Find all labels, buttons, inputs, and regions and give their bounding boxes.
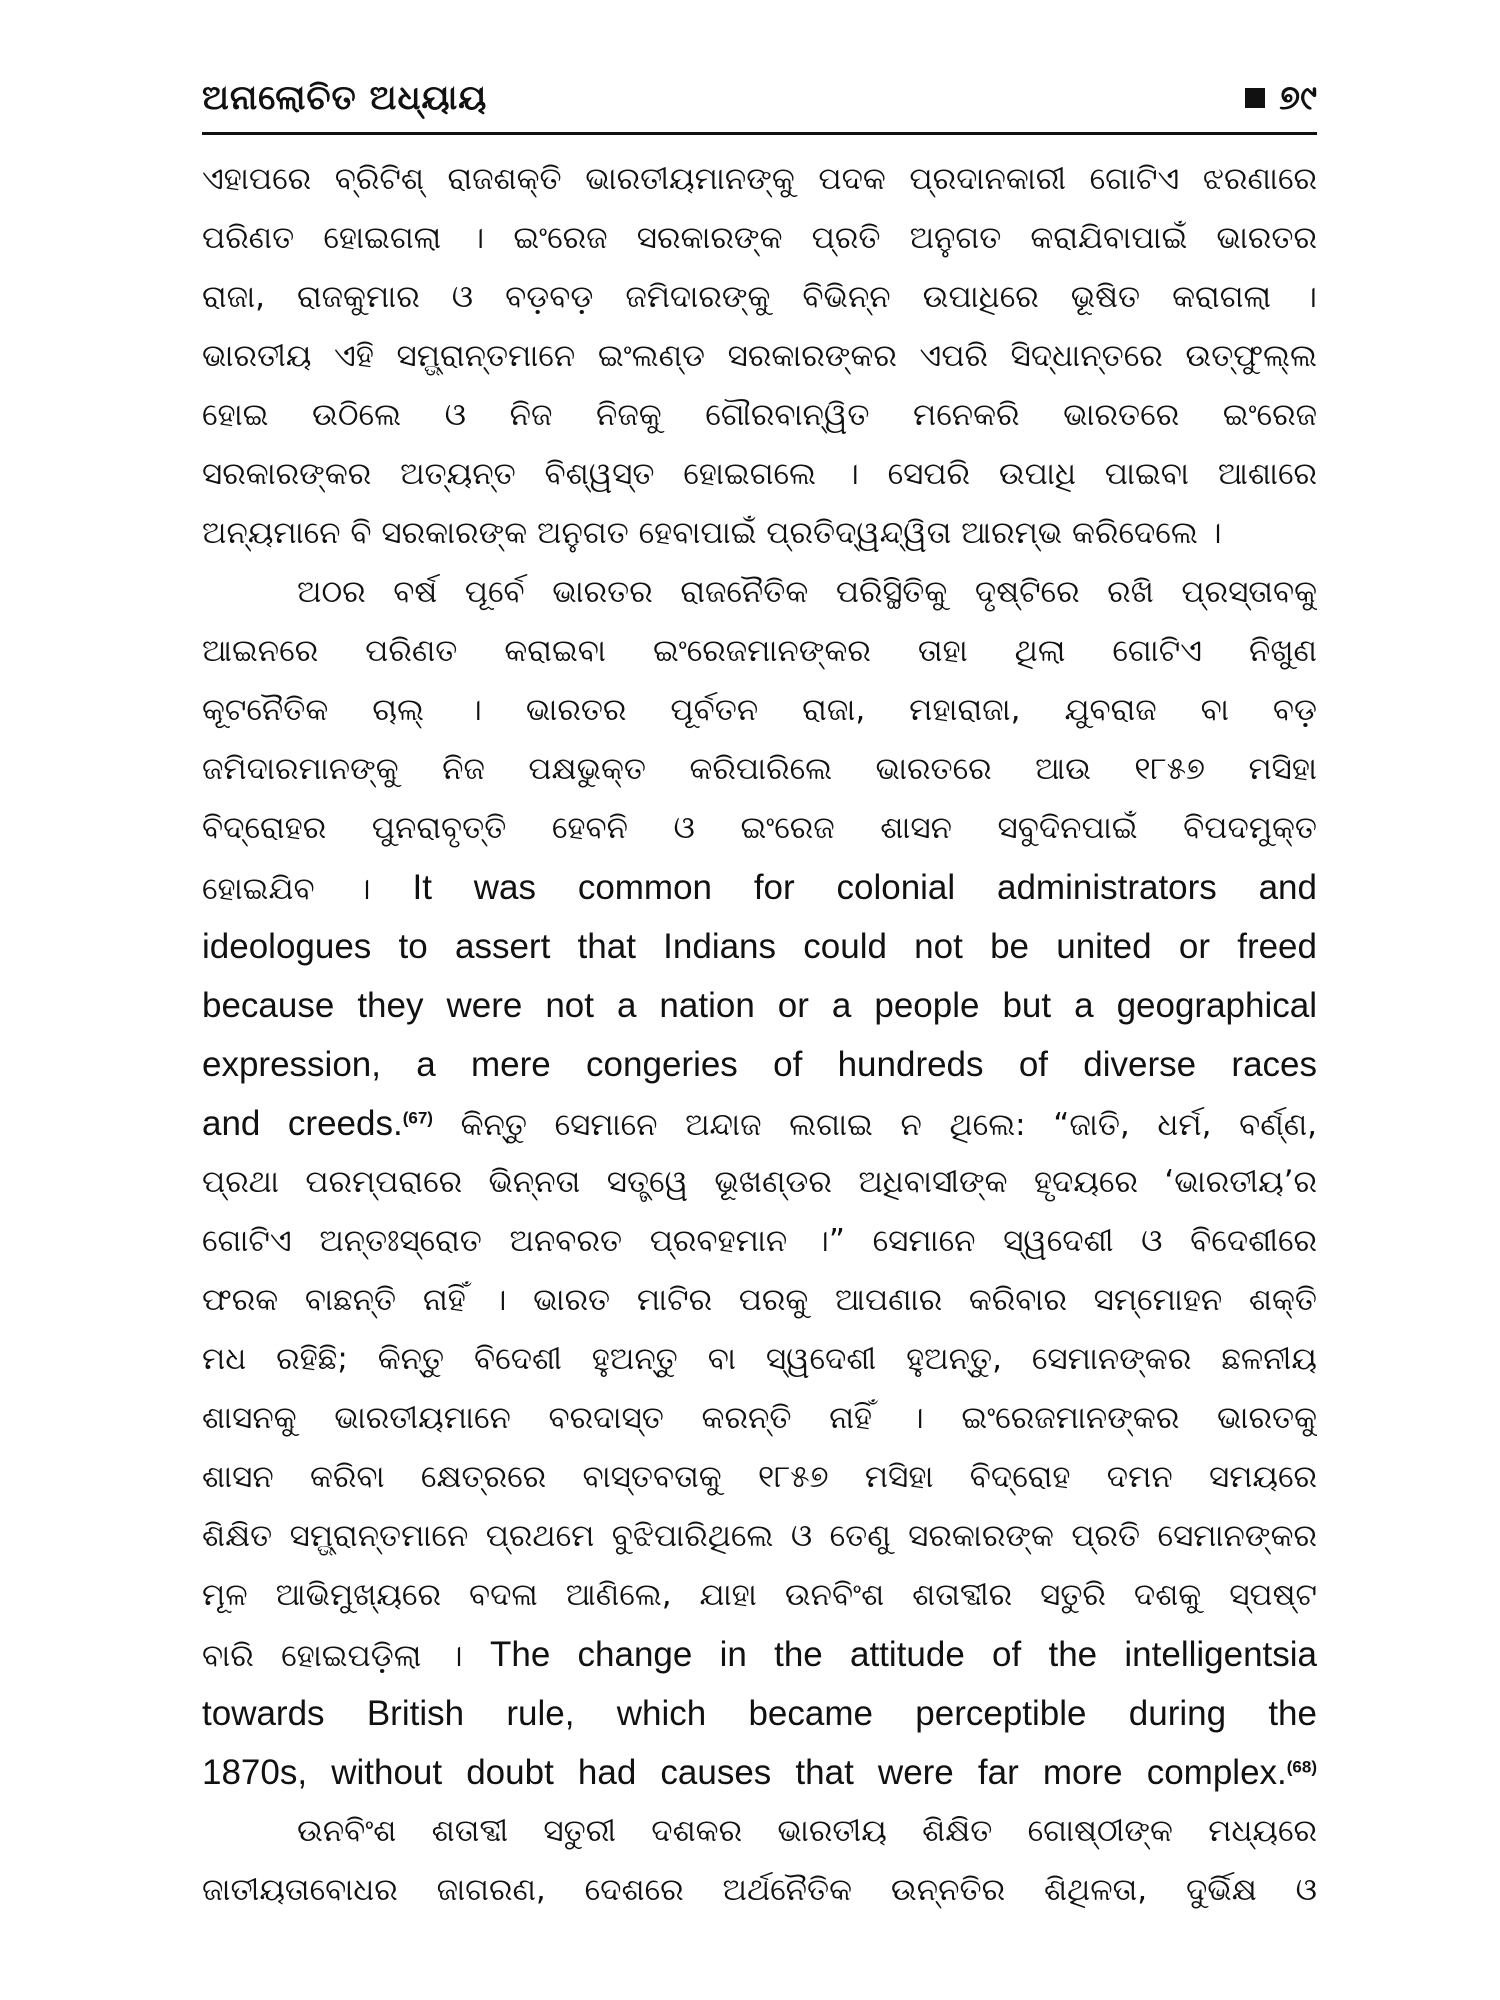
text-line: ହୋଇଯିବ । It was common for colonial administrators and [202, 868, 1317, 907]
text-line: ସରକାରଙ୍କର ଅତ୍ୟନ୍ତ ବିଶ୍ୱସ୍ତ ହୋଇଗଲେ । ସେପରି ଉପାଧି ପାଇବା ଆଶାରେ [202, 456, 1317, 492]
square-bullet-icon [1245, 88, 1265, 108]
text-line: ଉନବିଂଶ ଶତାବ୍ଦୀ ସତୁରୀ ଦଶକର ଭାରତୀୟ ଶିକ୍ଷିତ ଗୋଷ୍ଠୀଙ୍କ ମଧ୍ୟରେ [297, 1813, 1317, 1849]
text-line: ଆଇନରେ ପରିଣତ କରାଇବା ଇଂରେଜମାନଙ୍କର ତାହା ଥିଲା ଗୋଟିଏ ନିଖୁଣ [202, 633, 1317, 669]
text-line: ଗୋଟିଏ ଅନ୍ତଃସ୍ରୋତ ଅନବରତ ପ୍ରବହମାନ ।” ସେମାନେ ସ୍ୱଦେଶୀ ଓ ବିଦେଶୀରେ [202, 1223, 1317, 1259]
body-text [202, 150, 1317, 1920]
text-line: ଶାସନ କରିବା କ୍ଷେତ୍ରରେ ବାସ୍ତବତାକୁ ୧୮୫୭ ମସିହା ବିଦ୍ରୋହ ଦମନ ସମୟରେ [202, 1459, 1317, 1495]
page-number-block [1245, 78, 1317, 118]
text-line: ରାଜା, ରାଜକୁମାର ଓ ବଡ଼ବଡ଼ ଜମିଦାରଙ୍କୁ ବିଭିନ୍ନ ଉପାଧିରେ ଭୂଷିତ କରାଗଲା । [202, 279, 1317, 315]
text-line: ଫରକ ବାଛନ୍ତି ନାହିଁ । ଭାରତ ମାଟିର ପରକୁ ଆପଣାର କରିବାର ସମ୍ମୋହନ ଶକ୍ତି [202, 1282, 1317, 1318]
footnote-ref-68: (68) [1286, 1757, 1317, 1777]
text-line: and creeds.$^{(67)}$ କିନ୍ତୁ ସେମାନେ ଅନ୍ଦାଜ ଲଗାଇ ନ ଥିଲେ: “ଜାତି, ଧର୍ମ, ବର୍ଣ୍ଣ, [202, 1104, 1317, 1143]
english-quote: It was common for colonial administrators and [412, 868, 1317, 907]
text-line: 1870s, without doubt had causes that were far more complex.$^{(68)}$ [202, 1753, 1317, 1792]
chapter-title: ଅନାଲୋଚିତ ଅଧ୍ୟାୟ [202, 78, 488, 118]
text-line: ଶାସନକୁ ଭାରତୀୟମାନେ ବରଦାସ୍ତ କରନ୍ତି ନାହିଁ । ଇଂରେଜମାନଙ୍କର ଭାରତକୁ [202, 1400, 1317, 1436]
text-line: ଶିକ୍ଷିତ ସମ୍ଭ୍ରାନ୍ତମାନେ ପ୍ରଥମେ ବୁଝିପାରିଥିଲେ ଓ ତେଣୁ ସରକାରଙ୍କ ପ୍ରତି ସେମାନଙ୍କର [202, 1518, 1317, 1554]
text-line: କୂଟନୈତିକ ଚାଲ୍ । ଭାରତର ପୂର୍ବତନ ରାଜା, ମହାରାଜା, ଯୁବରାଜ ବା ବଡ଼ [202, 692, 1317, 728]
text-line: ଏହାପରେ ବ୍ରିଟିଶ୍ ରାଜଶକ୍ତି ଭାରତୀୟମାନଙ୍କୁ ପଦକ ପ୍ରଦାନକାରୀ ଗୋଟିଏ ଝରଣାରେ [202, 161, 1317, 197]
english-quote: The change in the attitude of the intelligentsia [489, 1635, 1317, 1674]
text-line: ଜମିଦାରମାନଙ୍କୁ ନିଜ ପକ୍ଷଭୁକ୍ତ କରିପାରିଲେ ଭାରତରେ ଆଉ ୧୮୫୭ ମସିହା [202, 751, 1317, 787]
text-line: ବିଦ୍ରୋହର ପୁନରାବୃତ୍ତି ହେବନି ଓ ଇଂରେଜ ଶାସନ ସବୁଦିନପାଇଁ ବିପଦମୁକ୍ତ [202, 810, 1317, 846]
text-line: ଅଠର ବର୍ଷ ପୂର୍ବେ ଭାରତର ରାଜନୈତିକ ପରିସ୍ଥିତିକୁ ଦୃଷ୍ଟିରେ ରଖି ପ୍ରସ୍ତାବକୁ [297, 574, 1317, 610]
text-line: ଭାରତୀୟ ଏହି ସମ୍ଭ୍ରାନ୍ତମାନେ ଇଂଲଣ୍ଡ ସରକାରଙ୍କର ଏପରି ସିଦ୍ଧାନ୍ତରେ ଉତ୍‌ଫୁଲ୍ଲ [202, 338, 1317, 374]
text-line: because they were not a nation or a people but a geographical [202, 986, 1317, 1025]
text-line: towards British rule, which became perceptible during the [202, 1694, 1317, 1733]
text-line: ଜାତୀୟତାବୋଧର ଜାଗରଣ, ଦେଶରେ ଅର୍ଥନୈତିକ ଉନ୍ନତିର ଶିଥିଳତା, ଦୁର୍ଭିକ୍ଷ ଓ [202, 1872, 1317, 1908]
text-line: ପ୍ରଥା ପରମ୍ପରାରେ ଭିନ୍ନତା ସତ୍ତ୍ୱେ ଭୂଖଣ୍ଡର ଅଧିବାସୀଙ୍କ ହୃଦୟରେ ‘ଭାରତୀୟ’ର [202, 1164, 1317, 1200]
text-line: expression, a mere congeries of hundreds of diverse races [202, 1045, 1317, 1084]
text-line: ବାରି ହୋଇପଡ଼ିଲା । The change in the attitude of the intelligentsia [202, 1635, 1317, 1674]
text-line: ମୂଳ ଆଭିମୁଖ୍ୟରେ ବଦଳା ଆଣିଲେ, ଯାହା ଉନବିଂଶ ଶତାବ୍ଦୀର ସତୁରି ଦଶକୁ ସ୍ପଷ୍ଟ [202, 1577, 1317, 1613]
running-header [202, 78, 1317, 126]
text-line: ideologues to assert that Indians could not be united or freed [202, 927, 1317, 966]
text-line: ହୋଇ ଉଠିଲେ ଓ ନିଜ ନିଜକୁ ଗୌରବାନ୍ୱିତ ମନେକରି ଭାରତରେ ଇଂରେଜ [202, 397, 1317, 433]
text-line: ମଧ ରହିଛି; କିନ୍ତୁ ବିଦେଶୀ ହୁଅନ୍ତୁ ବା ସ୍ୱଦେଶୀ ହୁଅନ୍ତୁ, ସେମାନଙ୍କର ଛଳନୀୟ [202, 1341, 1317, 1377]
text-line: ଅନ୍ୟମାନେ ବି ସରକାରଙ୍କ ଅନୁଗତ ହେବାପାଇଁ ପ୍ରତିଦ୍ୱନ୍ଦ୍ୱିତା ଆରମ୍ଭ କରିଦେଲେ । [202, 515, 1222, 551]
header-divider [202, 132, 1317, 135]
page-number: ୭୯ [1279, 78, 1317, 118]
text-line: ପରିଣତ ହୋଇଗଲା । ଇଂରେଜ ସରକାରଙ୍କ ପ୍ରତି ଅନୁଗତ କରାଯିବାପାଇଁ ଭାରତର [202, 220, 1317, 256]
footnote-ref-67: (67) [402, 1108, 433, 1128]
